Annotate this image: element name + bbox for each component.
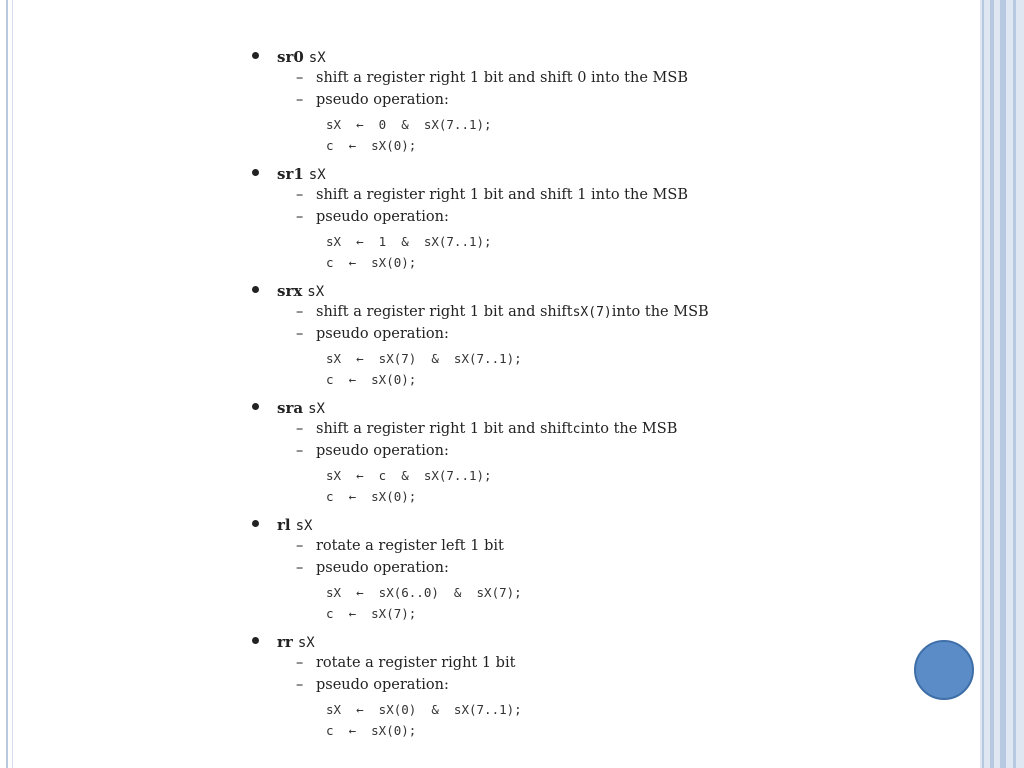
description-text: shift a register right 1 bit and shift bbox=[316, 304, 573, 320]
pseudo-code-line: c ← sX(7); bbox=[326, 606, 417, 621]
description-code: c bbox=[572, 422, 581, 437]
instruction-heading bbox=[250, 399, 890, 421]
description-text: rotate a register left 1 bit bbox=[316, 538, 504, 554]
instruction-operand: sX bbox=[308, 50, 326, 66]
instruction-description bbox=[250, 304, 890, 326]
pseudo-label-text: pseudo operation: bbox=[316, 443, 449, 459]
instruction-section bbox=[250, 282, 890, 390]
border-stripe bbox=[990, 0, 994, 768]
instruction-section bbox=[250, 633, 890, 741]
pseudo-code-line: sX ← c & sX(7..1); bbox=[326, 468, 492, 483]
description-text-end: into the MSB bbox=[580, 421, 678, 437]
bullet-icon bbox=[252, 403, 259, 410]
border-stripe bbox=[982, 0, 984, 768]
pseudo-code-line: c ← sX(0); bbox=[326, 372, 417, 387]
border-stripe bbox=[1000, 0, 1006, 768]
bullet-icon bbox=[252, 637, 259, 644]
instruction-description bbox=[250, 538, 890, 560]
dash-marker: – bbox=[296, 655, 304, 671]
pseudo-operation-label bbox=[250, 443, 890, 465]
pseudo-operation-label bbox=[250, 326, 890, 348]
instruction-description bbox=[250, 655, 890, 677]
dash-marker: – bbox=[296, 209, 304, 225]
instruction-operand: sX bbox=[307, 284, 325, 300]
instruction-mnemonic: rr bbox=[277, 633, 293, 651]
instruction-description bbox=[250, 70, 890, 92]
pseudo-code-line: c ← sX(0); bbox=[326, 489, 417, 504]
description-text: shift a register right 1 bit and shift 0 into the MSB bbox=[316, 70, 688, 86]
dash-marker: – bbox=[296, 538, 304, 554]
instruction-section bbox=[250, 165, 890, 273]
dash-marker: – bbox=[296, 443, 304, 459]
pseudo-code-line: c ← sX(0); bbox=[326, 255, 417, 270]
instruction-heading bbox=[250, 282, 890, 304]
dash-marker: – bbox=[296, 560, 304, 576]
border-stripe bbox=[1013, 0, 1016, 768]
slide-frame-left-inner bbox=[12, 0, 13, 768]
dash-marker: – bbox=[296, 304, 304, 320]
slide-frame-left bbox=[6, 0, 8, 768]
instruction-mnemonic: sr0 bbox=[277, 48, 304, 66]
instruction-heading bbox=[250, 165, 890, 187]
decorative-circle bbox=[914, 640, 974, 700]
instruction-operand: sX bbox=[297, 635, 315, 651]
pseudo-code-line: sX ← 1 & sX(7..1); bbox=[326, 234, 492, 249]
dash-marker: – bbox=[296, 326, 304, 342]
description-text-end: into the MSB bbox=[611, 304, 709, 320]
instruction-heading bbox=[250, 633, 890, 655]
pseudo-label-text: pseudo operation: bbox=[316, 92, 449, 108]
pseudo-code-line: sX ← 0 & sX(7..1); bbox=[326, 117, 492, 132]
instruction-operand: sX bbox=[308, 401, 325, 417]
instruction-description bbox=[250, 187, 890, 209]
bullet-icon bbox=[252, 169, 259, 176]
pseudo-label-text: pseudo operation: bbox=[316, 209, 449, 225]
pseudo-label-text: pseudo operation: bbox=[316, 677, 449, 693]
description-text: rotate a register right 1 bit bbox=[316, 655, 516, 671]
pseudo-label-text: pseudo operation: bbox=[316, 560, 449, 576]
instruction-operand: sX bbox=[308, 167, 326, 183]
instruction-operand: sX bbox=[295, 518, 313, 534]
pseudo-code-line: sX ← sX(0) & sX(7..1); bbox=[326, 702, 522, 717]
bullet-icon bbox=[252, 286, 259, 293]
pseudo-code-line: c ← sX(0); bbox=[326, 138, 417, 153]
dash-marker: – bbox=[296, 92, 304, 108]
pseudo-code-line: sX ← sX(7) & sX(7..1); bbox=[326, 351, 522, 366]
bullet-icon bbox=[252, 52, 259, 59]
instruction-section bbox=[250, 48, 890, 156]
instruction-mnemonic: sra bbox=[277, 399, 304, 417]
pseudo-operation-label bbox=[250, 560, 890, 582]
pseudo-label-text: pseudo operation: bbox=[316, 326, 449, 342]
description-text: shift a register right 1 bit and shift 1 into the MSB bbox=[316, 187, 688, 203]
instruction-document bbox=[250, 48, 890, 750]
dash-marker: – bbox=[296, 677, 304, 693]
pseudo-operation-label bbox=[250, 92, 890, 114]
instruction-section bbox=[250, 516, 890, 624]
description-text: shift a register right 1 bit and shift bbox=[316, 421, 573, 437]
pseudo-code-line: c ← sX(0); bbox=[326, 723, 417, 738]
instruction-description bbox=[250, 421, 890, 443]
dash-marker: – bbox=[296, 70, 304, 86]
instruction-section bbox=[250, 399, 890, 507]
pseudo-operation-label bbox=[250, 209, 890, 231]
instruction-mnemonic: sr1 bbox=[277, 165, 304, 183]
bullet-icon bbox=[252, 520, 259, 527]
instruction-mnemonic: rl bbox=[277, 516, 291, 534]
slide-right-border bbox=[980, 0, 1024, 768]
pseudo-code-line: sX ← sX(6..0) & sX(7); bbox=[326, 585, 522, 600]
dash-marker: – bbox=[296, 187, 304, 203]
instruction-mnemonic: srx bbox=[277, 282, 303, 300]
instruction-heading bbox=[250, 48, 890, 70]
dash-marker: – bbox=[296, 421, 304, 437]
pseudo-operation-label bbox=[250, 677, 890, 699]
instruction-heading bbox=[250, 516, 890, 538]
description-code: sX(7) bbox=[572, 305, 612, 320]
